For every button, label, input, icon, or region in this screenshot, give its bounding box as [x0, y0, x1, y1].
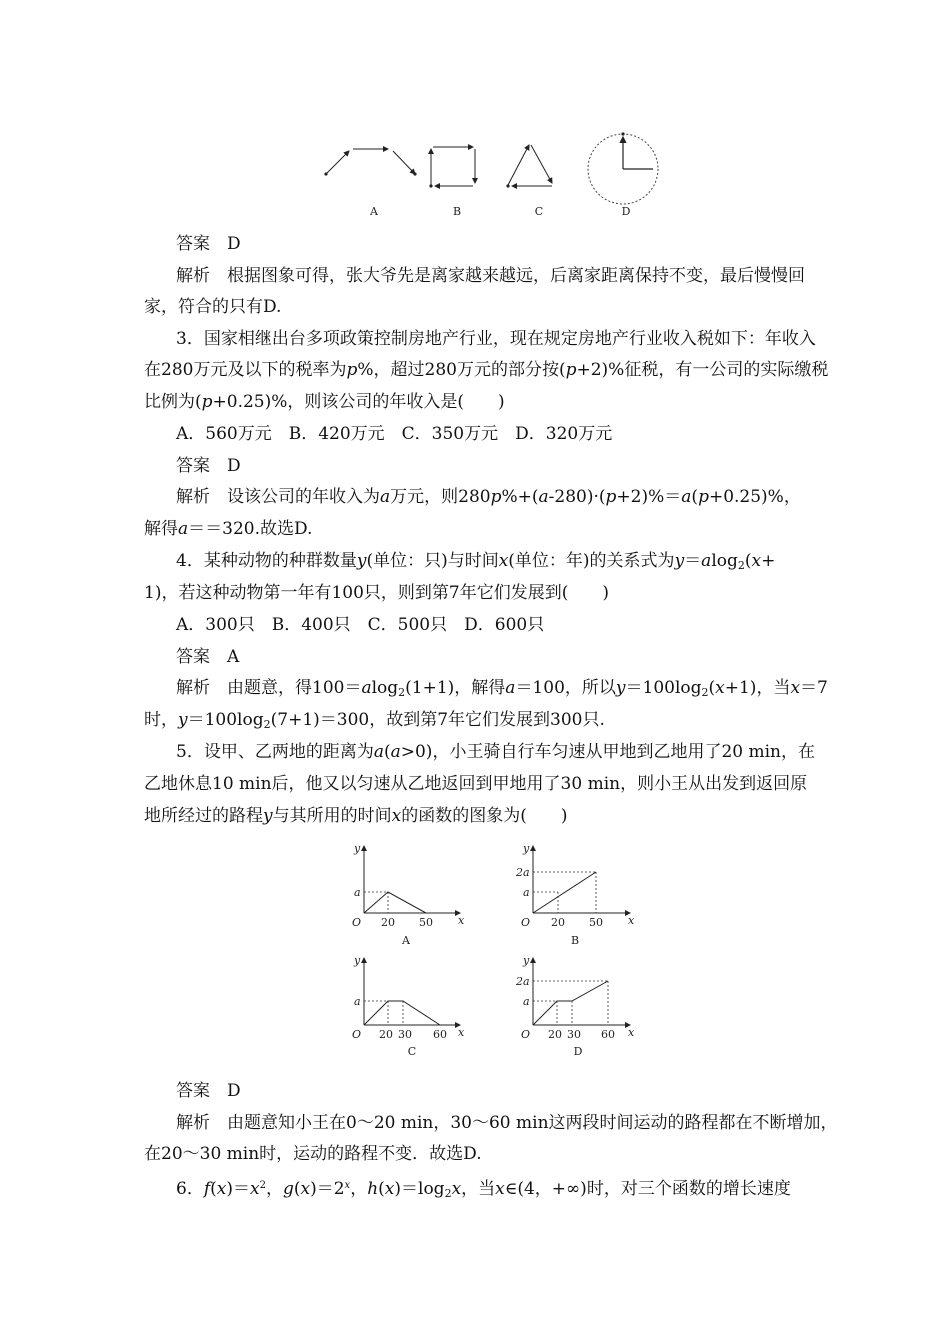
q3-stem-text-3a: 比例为( [144, 392, 202, 412]
q4-stem-text-1b: (单位：只)与时间 [366, 551, 499, 571]
q6-stem-line-1 [176, 1175, 791, 1205]
q5-stem-line-3 [144, 805, 567, 827]
graph-a-origin: O [352, 916, 362, 929]
q6-text-m: ∈(4，+∞)时，对三个函数的增长速度 [504, 1179, 791, 1199]
log-base: 2 [701, 686, 709, 699]
q4-analysis-text-1j: ＝7 [800, 678, 828, 698]
q6-text-e: ， [265, 1179, 283, 1199]
log-base: 2 [263, 718, 271, 731]
var-f: f [203, 1179, 211, 1199]
q4-analysis-line-2 [144, 709, 605, 736]
exponent-x: x [344, 1180, 351, 1191]
diagram-c [506, 145, 552, 188]
q5-stem-text-1c: >0)，小王骑自行车匀速从甲地到乙地用了20 min，在 [400, 742, 815, 762]
graph-b-tick-20: 20 [551, 916, 565, 929]
q3-options [176, 423, 612, 445]
q6-text-g: )＝2 [310, 1179, 345, 1199]
q3-analysis-text-1e: +2)%＝ [616, 487, 682, 507]
var-a: a [538, 487, 549, 507]
graph-a-a-label: a [354, 886, 361, 899]
graph-d-tick-30: 30 [567, 1028, 581, 1041]
q5-stem-text-3b: 与其所用的时间 [272, 806, 392, 826]
q3-analysis-text-1c: %+( [501, 487, 539, 507]
figure1-caption-c: C [534, 205, 544, 218]
graph-c-tick-60: 60 [433, 1028, 447, 1041]
graph-c-tick-20: 20 [379, 1028, 393, 1041]
answer-label: 答案 [176, 1081, 210, 1101]
answer-label: 答案 [176, 456, 210, 476]
var-y: y [674, 551, 685, 571]
q3-answer-line [176, 455, 241, 477]
graph-b-origin: O [521, 916, 531, 929]
q4-stem-text-1h: + [761, 551, 776, 571]
var-p: p [605, 487, 617, 507]
answer-label: 答案 [176, 234, 210, 254]
q3-stem-line-3 [144, 391, 505, 413]
figure1-caption-b: B [452, 205, 462, 218]
q5-analysis-text-1: 由题意知小王在0～20 min，30～60 min这两段时间运动的路程都在不断增加， [227, 1113, 838, 1133]
q2-answer-line [176, 233, 241, 255]
graph-c [352, 954, 465, 1058]
diagram-d [588, 132, 658, 204]
graph-d-origin: O [521, 1028, 531, 1041]
answer-label: 答案 [176, 647, 210, 667]
q3-stem-line-1 [176, 328, 816, 350]
graph-c-origin: O [352, 1028, 362, 1041]
graph-a-caption: A [402, 934, 410, 947]
q6-text-j: )＝log [394, 1179, 445, 1199]
q3-analysis-text-1f: ( [691, 487, 699, 507]
q4-analysis-text-1d: (1+1)，解得 [405, 678, 506, 698]
q3-stem-text-3b: +0.25)%，则该公司的年收入是( ) [212, 392, 505, 412]
graph-b-x-label: x [628, 914, 635, 927]
diagram-b [429, 147, 475, 188]
var-x: x [790, 678, 801, 698]
q3-analysis-line-1 [176, 486, 801, 508]
log-base: 2 [398, 686, 406, 699]
figure1-caption-a: A [370, 205, 378, 218]
var-a: a [701, 551, 712, 571]
q3-options-text: A．560万元 B．420万元 C．350万元 D．320万元 [176, 424, 613, 444]
q4-stem-text-2: 1)，若这种动物第一年有100只，则到第7年它们发展到( ) [144, 583, 609, 603]
q6-text-l: ，当 [461, 1179, 496, 1199]
q4-stem-text-1c: (单位：年)的关系式为 [508, 551, 675, 571]
q5-stem-text-1b: ( [383, 742, 391, 762]
var-a: a [681, 487, 692, 507]
log-base: 2 [737, 559, 745, 572]
q4-stem-line-2 [144, 582, 609, 604]
var-a: a [361, 678, 372, 698]
q4-analysis-text-1b: log [371, 678, 399, 698]
q6-text-a: 6． [176, 1179, 204, 1199]
q5-stem-text-2: 乙地休息10 min后，他又以匀速从乙地返回到甲地用了30 min，则小王从出发到返回原 [144, 774, 808, 794]
path-diagrams-figure [315, 125, 675, 225]
var-y: y [263, 806, 273, 826]
q3-analysis-text-2b: ＝＝320.故选D. [188, 519, 313, 539]
graph-d-tick-20: 20 [548, 1028, 562, 1041]
var-x: x [384, 1179, 395, 1199]
q4-analysis-text-2d: (7+1)＝300，故到第7年它们发展到300只. [270, 710, 605, 730]
q2-analysis-line-1 [176, 265, 805, 287]
q3-stem-text-1: 3．国家相继出台多项政策控制房地产行业，现在规定房地产行业收入税如下：年收入 [176, 329, 816, 349]
graph-a-tick-20: 20 [381, 916, 395, 929]
q2-answer: D [227, 234, 241, 254]
graph-a-y-label: y [354, 842, 361, 855]
q6-text-i: ( [378, 1179, 385, 1199]
graph-c-x-label: x [458, 1026, 465, 1039]
q5-analysis-text-2: 在20～30 min时，运动的路程不变．故选D. [144, 1144, 482, 1164]
q5-stem-text-3a: 地所经过的路程 [144, 806, 263, 826]
q4-analysis-text-1f: ＝100log [625, 678, 702, 698]
var-x: x [391, 806, 402, 826]
diagram-a [324, 149, 416, 176]
var-h: h [367, 1179, 379, 1199]
q4-answer: A [227, 647, 240, 667]
var-x: x [498, 551, 509, 571]
var-x: x [300, 1179, 311, 1199]
analysis-label: 解析 [176, 1113, 210, 1133]
q4-stem-text-1a: 4．某种动物的种群数量 [176, 551, 357, 571]
var-y: y [615, 678, 626, 698]
var-p: p [201, 392, 213, 412]
analysis-label: 解析 [176, 266, 210, 286]
graph-d-a-label: a [523, 995, 530, 1008]
var-g: g [282, 1179, 294, 1199]
q3-analysis-line-2 [144, 518, 312, 540]
var-a: a [380, 487, 391, 507]
var-x: x [216, 1179, 227, 1199]
q6-text-c: )＝ [226, 1179, 250, 1199]
graph-a-x-label: x [458, 914, 465, 927]
var-x: x [495, 1179, 505, 1199]
var-x: x [751, 551, 762, 571]
graph-d-x-label: x [628, 1026, 635, 1039]
var-x: x [715, 678, 725, 698]
graph-c-caption: C [407, 1045, 417, 1058]
q4-answer-line [176, 646, 239, 668]
q3-analysis-text-1d: -280)·( [548, 487, 606, 507]
graph-a-tick-50: 50 [419, 916, 433, 929]
q3-stem-text-2c: +2)%征税，有一公司的实际缴税 [576, 360, 829, 380]
var-p: p [698, 487, 709, 507]
exponent-2: 2 [259, 1180, 266, 1191]
analysis-label: 解析 [176, 678, 210, 698]
q5-stem-line-1 [176, 741, 815, 763]
q4-options-text: A．300只 B．400只 C．500只 D．600只 [176, 615, 545, 635]
graph-b-caption: B [570, 934, 580, 947]
q5-stem-text-1a: 5．设甲、乙两地的距离为 [176, 742, 374, 762]
q5-stem-text-3c: 的函数的图象为( ) [401, 806, 568, 826]
var-y: y [178, 710, 188, 730]
graph-b-2a-label: 2a [516, 866, 530, 879]
var-p: p [565, 360, 577, 380]
log-base: 2 [444, 1187, 452, 1200]
analysis-label: 解析 [176, 487, 210, 507]
q4-options [176, 614, 544, 636]
q4-stem-text-1d: ＝ [684, 551, 702, 571]
q4-analysis-text-1h: ( [708, 678, 716, 698]
graph-a [352, 842, 465, 947]
var-x: x [250, 1179, 260, 1199]
q3-analysis-text-1a: 设该公司的年收入为 [227, 487, 380, 507]
graph-b [515, 842, 635, 947]
q4-stem-text-1e: log [711, 551, 738, 571]
q6-text-f: ( [293, 1179, 301, 1199]
var-a: a [178, 519, 189, 539]
graph-c-y-label: y [354, 954, 361, 967]
q4-analysis-text-2b: ＝100log [187, 710, 264, 730]
var-a: a [505, 678, 516, 698]
q5-answer: D [227, 1081, 241, 1101]
var-a: a [373, 742, 384, 762]
q3-answer: D [227, 456, 241, 476]
q4-stem-text-1g: ( [744, 551, 752, 571]
figure1-caption-d: D [621, 205, 631, 218]
graph-b-a-label: a [523, 886, 530, 899]
q5-analysis-line-2 [144, 1143, 482, 1165]
var-y: y [356, 551, 367, 571]
graph-b-tick-50: 50 [589, 916, 603, 929]
graph-d-caption: D [573, 1045, 583, 1058]
q3-analysis-text-1g: +0.25)%， [708, 487, 801, 507]
q6-text-b: ( [210, 1179, 217, 1199]
var-a: a [390, 742, 401, 762]
q4-analysis-text-1e: ＝100，所以 [515, 678, 616, 698]
q4-analysis-text-1i: +1)，当 [724, 678, 791, 698]
graph-c-a-label: a [354, 995, 361, 1008]
q6-text-h: ， [350, 1179, 368, 1199]
var-p: p [346, 360, 358, 380]
q2-analysis-text-1: 根据图象可得，张大爷先是离家越来越远，后离家距离保持不变，最后慢慢回 [227, 266, 805, 286]
q3-stem-text-2a: 在280万元及以下的税率为 [144, 360, 347, 380]
q5-graphs-figure [340, 840, 640, 1065]
graph-d [515, 954, 635, 1058]
q4-analysis-text-1a: 由题意，得100＝ [227, 678, 362, 698]
q3-analysis-text-1b: 万元，则280 [390, 487, 491, 507]
graph-c-tick-30: 30 [398, 1028, 412, 1041]
var-x: x [451, 1179, 462, 1199]
q3-stem-text-2b: %，超过280万元的部分按( [357, 360, 566, 380]
q4-analysis-line-1 [176, 677, 828, 704]
var-p: p [490, 487, 502, 507]
graph-d-tick-60: 60 [601, 1028, 615, 1041]
q5-answer-line [176, 1080, 241, 1102]
graph-d-2a-label: 2a [516, 975, 530, 988]
q2-analysis-line-2 [144, 296, 281, 318]
q5-stem-line-2 [144, 773, 807, 795]
graph-b-y-label: y [523, 842, 530, 855]
q4-stem-line-1 [176, 550, 775, 577]
q4-analysis-text-2a: 时， [144, 710, 178, 730]
q5-analysis-line-1 [176, 1112, 838, 1134]
q3-analysis-text-2a: 解得 [144, 519, 178, 539]
q3-stem-line-2 [144, 359, 828, 381]
graph-d-y-label: y [523, 954, 530, 967]
q2-analysis-text-2: 家，符合的只有D. [144, 297, 282, 317]
